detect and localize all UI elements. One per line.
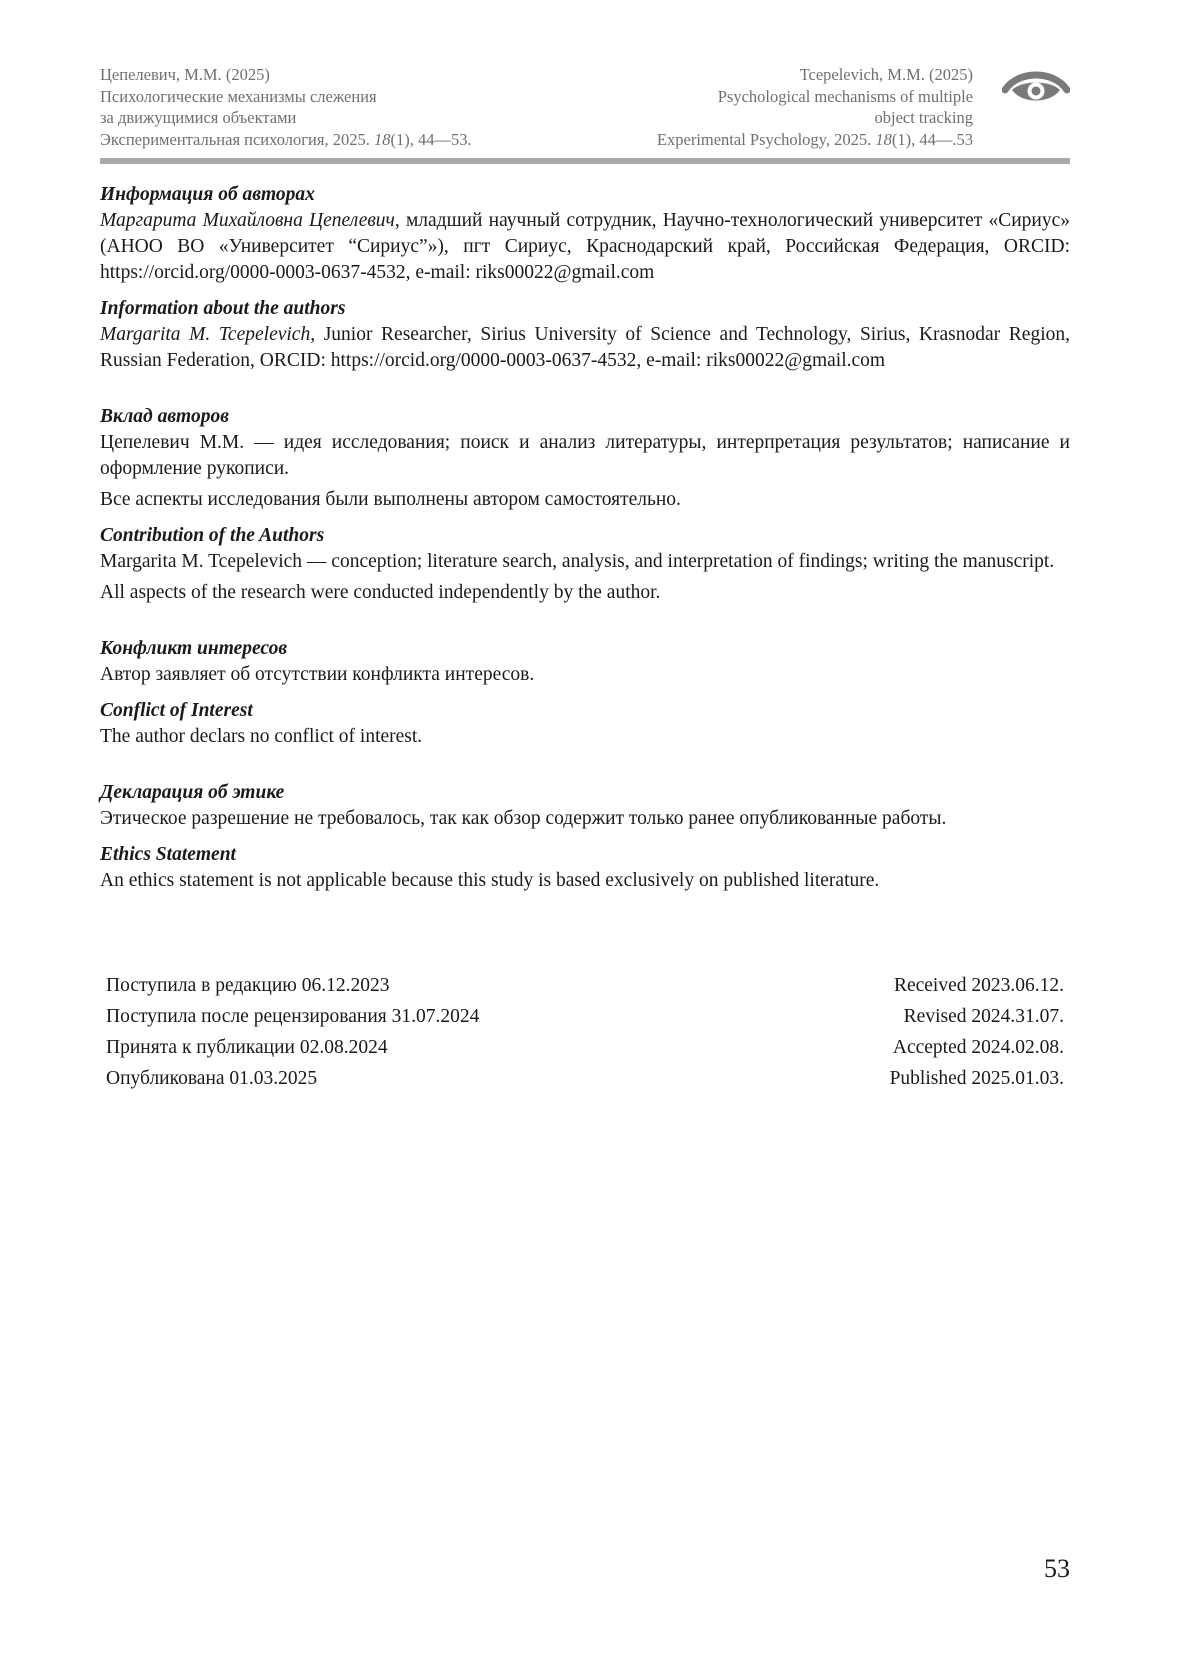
- section-body: Этическое разрешение не требовалось, так как обзор содержит только ранее опубликованные работы.: [100, 808, 947, 829]
- section-title: Конфликт интересов: [100, 638, 288, 659]
- header-ru-journal: Экспериментальная психология, 2025.: [100, 129, 374, 149]
- authors-info-ru: [100, 182, 1070, 286]
- header-en-pages: (1), 44—.53: [891, 129, 973, 149]
- running-header: [100, 64, 1070, 154]
- ethics-en: [100, 842, 1070, 894]
- section-body: Автор заявляет об отсутствии конфликта интересов.: [100, 664, 535, 685]
- date-en: Accepted 2024.02.08.: [892, 1037, 1064, 1058]
- header-en-line: Tcepelevich, M.M. (2025): [799, 65, 973, 84]
- section-body: Margarita M. Tcepelevich — conception; literature search, analysis, and interpretation of findings; writing the manuscript.: [100, 551, 1055, 572]
- authors-info-en: [100, 296, 1070, 374]
- header-ru-pages: (1), 44—53.: [390, 129, 472, 149]
- contribution-ru: [100, 404, 1070, 513]
- date-ru: Поступила в редакцию 06.12.2023: [106, 975, 390, 996]
- date-ru: Опубликована 01.03.2025: [106, 1068, 318, 1089]
- date-ru: Принята к публикации 02.08.2024: [106, 1037, 388, 1058]
- section-title: Ethics Statement: [100, 844, 236, 865]
- section-title: Contribution of the Authors: [100, 525, 325, 546]
- author-name: Margarita M. Tcepelevich,: [100, 324, 316, 345]
- section-body: Цепелевич М.М. — идея исследования; поиск и анализ литературы, интерпретация результатов; написание и оформление рукописи.: [100, 432, 1070, 479]
- ethics-ru: [100, 780, 1070, 832]
- section-title: Информация об авторах: [100, 184, 315, 205]
- section-title: Information about the authors: [100, 298, 346, 319]
- section-body: [100, 208, 1070, 286]
- header-en-line: [493, 129, 973, 151]
- date-row-published: [106, 1063, 1064, 1094]
- author-details: , младший научный сотрудник, Научно-технологический университет «Сириус» (АНОО ВО «Университет “Сириус”»), пгт Сириус, Краснодарский край, Российская Федерация, ORCID: https://orcid.org/0000-0003-0637-4532, e-mail: riks00022@gmail.com: [100, 210, 1070, 283]
- date-en: Revised 2024.31.07.: [903, 1006, 1064, 1027]
- header-en-line: Psychological mechanisms of multiple: [717, 86, 973, 106]
- publication-dates: [106, 970, 1064, 1094]
- article-back-matter: [100, 182, 1070, 904]
- section-title: Conflict of Interest: [100, 700, 253, 721]
- author-name: Маргарита Михайловна Цепелевич: [100, 210, 395, 231]
- section-title: Вклад авторов: [100, 406, 229, 427]
- header-citation-en: [493, 64, 973, 150]
- page-number: 53: [1044, 1554, 1070, 1583]
- section-body: Все аспекты исследования были выполнены автором самостоятельно.: [100, 489, 681, 510]
- author-details: Junior Researcher, Sirius University of Science and Technology, Sirius, Krasnodar Region, Russian Federation, ORCID: https://orcid.org/0000-0003-0637-4532, e-mail: riks00022@gmail.com: [100, 324, 1070, 371]
- section-title: Декларация об этике: [100, 782, 285, 803]
- header-ru-line: Психологические механизмы слежения: [100, 86, 377, 106]
- conflict-ru: [100, 636, 1070, 688]
- date-ru: Поступила после рецензирования 31.07.2024: [106, 1006, 480, 1027]
- date-en: Published 2025.01.03.: [889, 1068, 1064, 1089]
- header-ru-line: за движущимися объектами: [100, 108, 297, 127]
- header-ru-line: Цепелевич, М.М. (2025): [100, 65, 270, 84]
- contribution-en: [100, 523, 1070, 606]
- header-rule: [100, 158, 1070, 164]
- header-en-line: object tracking: [874, 108, 973, 127]
- section-body: [100, 322, 1070, 374]
- section-body: All aspects of the research were conducted independently by the author.: [100, 582, 661, 603]
- header-en-volume: 18: [875, 129, 892, 149]
- conflict-en: [100, 698, 1070, 750]
- date-row-accepted: [106, 1032, 1064, 1063]
- header-en-journal: Experimental Psychology, 2025.: [656, 129, 876, 149]
- date-row-received: [106, 970, 1064, 1001]
- section-body: The author declars no conflict of interest.: [100, 726, 423, 747]
- header-ru-volume: 18: [373, 129, 391, 149]
- section-body: An ethics statement is not applicable because this study is based exclusively on published literature.: [100, 870, 880, 891]
- date-en: Received 2023.06.12.: [893, 975, 1064, 996]
- date-row-revised: [106, 1001, 1064, 1032]
- eye-icon: [1002, 66, 1070, 112]
